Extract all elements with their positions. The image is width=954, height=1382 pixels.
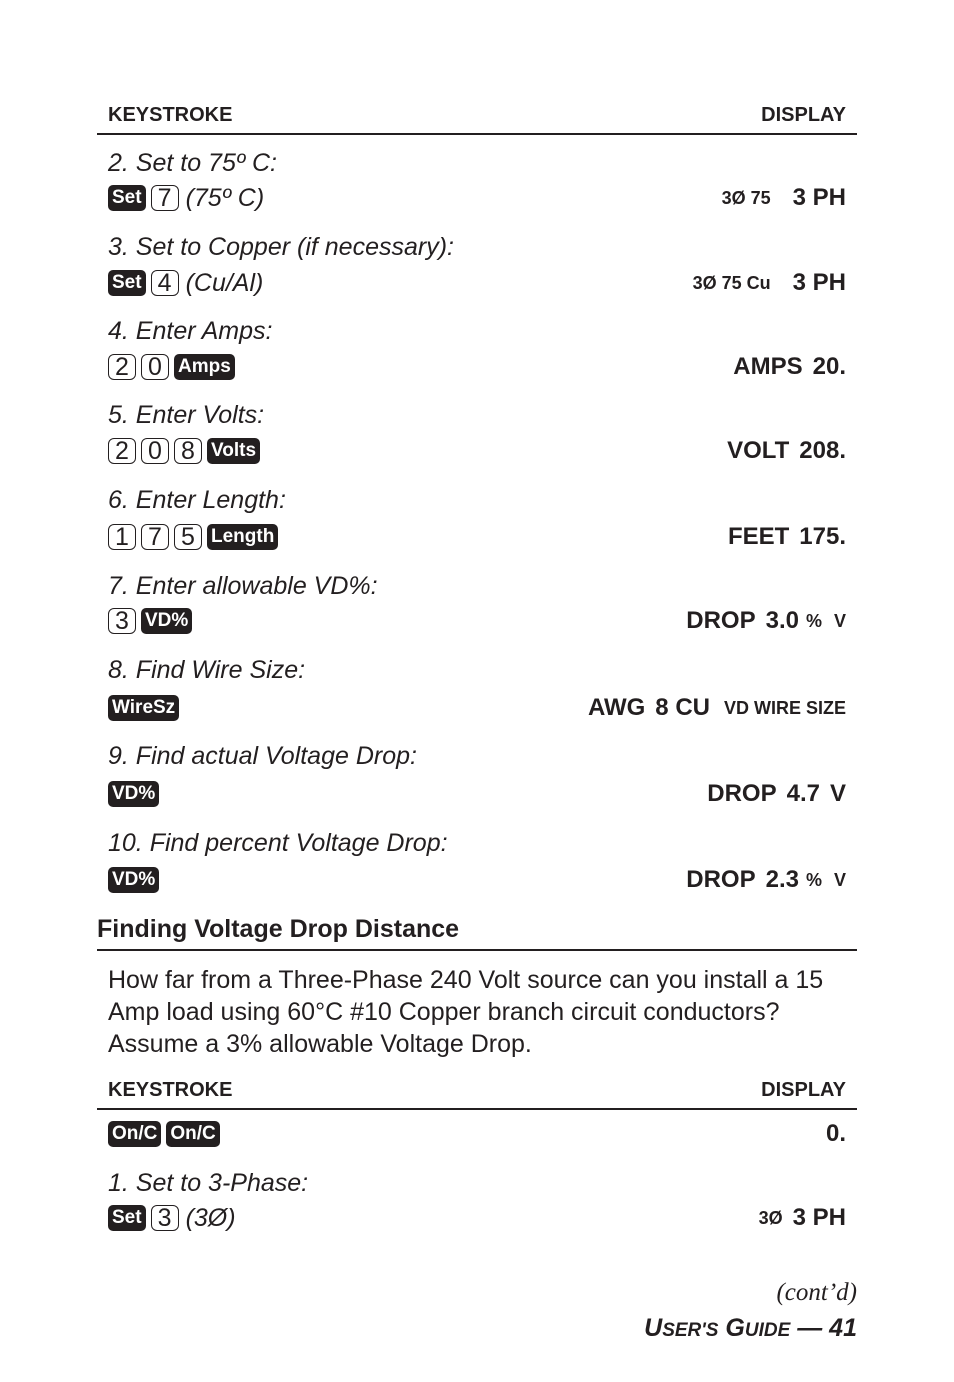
display-label: FEET	[727, 523, 790, 550]
display-readout	[733, 352, 846, 382]
digit-1-key: 1	[108, 524, 136, 550]
keystroke-sequence	[108, 606, 197, 636]
keystroke-sequence	[108, 1203, 236, 1233]
digit-2-key: 2	[108, 354, 136, 380]
keystroke-sequence	[108, 352, 240, 382]
display-value: 175.	[799, 523, 846, 550]
header-rule	[97, 133, 857, 135]
continued-note: (cont’d)	[776, 1279, 857, 1306]
footer-text: G	[725, 1314, 745, 1342]
display-label: DROP	[707, 780, 777, 807]
problem-paragraph: How far from a Three-Phase 240 Volt source can you install a 15 Amp load using 60°C #10 Copper branch circuit conductors? Assume a 3% allowable Voltage Drop.	[108, 966, 824, 1058]
step-label: 9. Find actual Voltage Drop:	[108, 742, 417, 770]
display-value: 2.3	[765, 866, 799, 893]
on-clear-key: On/C	[166, 1121, 219, 1147]
section-title: Finding Voltage Drop Distance	[97, 915, 460, 943]
volt-annunciator: V	[833, 869, 846, 890]
keystroke-sequence	[108, 436, 265, 466]
display-label: AWG	[587, 694, 646, 721]
keystroke-sequence	[108, 183, 264, 213]
set-key: Set	[108, 185, 146, 211]
set-key: Set	[108, 1205, 146, 1231]
display-readout	[728, 522, 846, 552]
display-label: AMPS	[733, 353, 803, 380]
display-main: 3 PH	[792, 269, 846, 296]
display-readout	[759, 1203, 846, 1233]
key-note: (3Ø)	[185, 1203, 236, 1232]
display-readout	[686, 865, 846, 895]
section-rule	[97, 949, 857, 951]
digit-4-key: 4	[151, 270, 179, 296]
digit-0-key: 0	[141, 438, 169, 464]
page-footer	[644, 1314, 857, 1343]
display-readout	[727, 436, 846, 466]
key-note: (Cu/Al)	[185, 268, 264, 297]
footer-text: U	[644, 1314, 663, 1342]
display-readout	[686, 606, 846, 636]
volts-key: Volts	[207, 438, 260, 464]
vd-percent-key: VD%	[141, 608, 192, 634]
display-value: 4.7	[786, 780, 820, 807]
length-key: Length	[207, 524, 278, 550]
percent-annunciator: %	[805, 869, 822, 890]
keystroke-header: KEYSTROKE	[108, 104, 233, 126]
key-note: (75º C)	[185, 183, 265, 212]
footer-text: UIDE	[744, 1320, 791, 1341]
display-readout	[693, 268, 846, 298]
step-label: 2. Set to 75º C:	[108, 149, 277, 177]
step-label: 7. Enter allowable VD%:	[108, 572, 378, 600]
keystroke-sequence	[108, 779, 164, 809]
step-label: 4. Enter Amps:	[108, 317, 273, 345]
display-readout	[588, 693, 846, 723]
display-value: 20.	[812, 353, 846, 380]
set-key: Set	[108, 270, 146, 296]
keystroke-sequence	[108, 1119, 225, 1149]
display-readout	[826, 1119, 846, 1149]
keystroke-header: KEYSTROKE	[108, 1079, 233, 1101]
digit-7-key: 7	[151, 185, 179, 211]
display-label: VOLT	[727, 437, 790, 464]
display-value: 8 CU	[655, 694, 710, 721]
display-header: DISPLAY	[761, 104, 846, 126]
header-rule	[97, 1108, 857, 1110]
keystroke-sequence	[108, 865, 164, 895]
page-number: — 41	[797, 1314, 857, 1342]
step-label: 1. Set to 3-Phase:	[108, 1169, 309, 1197]
display-value: 0.	[825, 1120, 846, 1147]
display-readout	[722, 183, 846, 213]
digit-2-key: 2	[108, 438, 136, 464]
display-value: 3.0	[765, 607, 799, 634]
vd-percent-key: VD%	[108, 867, 159, 893]
digit-7-key: 7	[141, 524, 169, 550]
display-annunciator: 3Ø 75 Cu	[692, 272, 771, 293]
step-label: 5. Enter Volts:	[108, 401, 265, 429]
step-label: 10. Find percent Voltage Drop:	[108, 829, 448, 857]
display-value: 208.	[799, 437, 846, 464]
display-annunciator: VD WIRE SIZE	[723, 697, 846, 718]
display-main: 3 PH	[792, 184, 846, 211]
percent-annunciator: %	[805, 610, 822, 631]
digit-8-key: 8	[174, 438, 202, 464]
display-annunciator: 3Ø	[758, 1207, 783, 1228]
display-annunciator: 3Ø 75	[721, 187, 771, 208]
on-clear-key: On/C	[108, 1121, 161, 1147]
step-label: 3. Set to Copper (if necessary):	[108, 233, 454, 261]
display-label: DROP	[686, 866, 756, 893]
table-header	[108, 104, 846, 127]
volt-annunciator: V	[833, 610, 846, 631]
keystroke-sequence	[108, 522, 283, 552]
digit-5-key: 5	[174, 524, 202, 550]
amps-key: Amps	[174, 354, 235, 380]
digit-3-key: 3	[108, 608, 136, 634]
volt-annunciator: V	[829, 780, 846, 807]
step-label: 8. Find Wire Size:	[108, 656, 306, 684]
keystroke-sequence	[108, 268, 263, 298]
footer-text: SER	[662, 1320, 702, 1341]
footer-text: 'S	[701, 1320, 719, 1341]
display-header: DISPLAY	[761, 1079, 846, 1101]
digit-0-key: 0	[141, 354, 169, 380]
step-label: 6. Enter Length:	[108, 486, 286, 514]
display-label: DROP	[686, 607, 756, 634]
vd-percent-key: VD%	[108, 781, 159, 807]
wire-size-key: WireSz	[108, 695, 179, 721]
digit-3-key: 3	[151, 1205, 179, 1231]
keystroke-sequence	[108, 693, 184, 723]
table-header	[108, 1079, 846, 1102]
display-readout	[707, 779, 846, 809]
display-main: 3 PH	[792, 1204, 846, 1231]
